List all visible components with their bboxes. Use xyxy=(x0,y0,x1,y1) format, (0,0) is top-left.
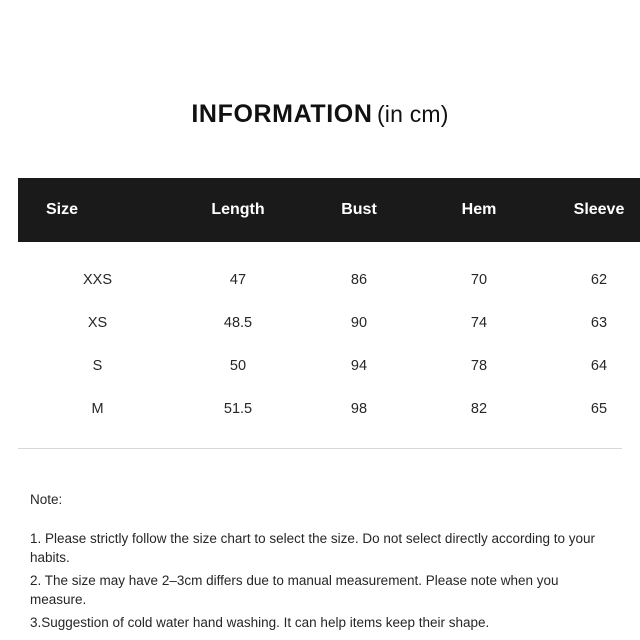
cell-sleeve: 65 xyxy=(539,387,640,430)
size-table-body xyxy=(18,242,640,430)
section-divider xyxy=(18,448,622,449)
column-header-size: Size xyxy=(18,178,177,242)
table-row xyxy=(18,301,640,344)
note-section xyxy=(30,492,610,636)
page-title xyxy=(0,100,640,129)
column-header-sleeve: Sleeve xyxy=(539,178,640,242)
note-line: 1. Please strictly follow the size chart to select the size. Do not select directly according to your habits. xyxy=(30,531,596,565)
cell-length: 50 xyxy=(177,344,299,387)
cell-length: 48.5 xyxy=(177,301,299,344)
table-header-row xyxy=(18,178,640,242)
cell-hem: 74 xyxy=(419,301,539,344)
cell-bust: 86 xyxy=(299,258,419,301)
size-table xyxy=(18,178,640,430)
column-header-length: Length xyxy=(177,178,299,242)
note-line: 3.Suggestion of cold water hand washing. It can help items keep their shape. xyxy=(30,615,490,630)
cell-bust: 90 xyxy=(299,301,419,344)
size-table-head xyxy=(18,178,640,242)
cell-size: XS xyxy=(18,301,177,344)
column-header-hem: Hem xyxy=(419,178,539,242)
cell-sleeve: 64 xyxy=(539,344,640,387)
cell-hem: 70 xyxy=(419,258,539,301)
table-row xyxy=(18,387,640,430)
note-line: 2. The size may have 2–3cm differs due to manual measurement. Please note when you measure. xyxy=(30,573,559,607)
table-spacer xyxy=(18,242,640,258)
cell-bust: 94 xyxy=(299,344,419,387)
cell-bust: 98 xyxy=(299,387,419,430)
note-label: Note: xyxy=(30,492,63,507)
cell-sleeve: 62 xyxy=(539,258,640,301)
cell-hem: 78 xyxy=(419,344,539,387)
cell-length: 51.5 xyxy=(177,387,299,430)
cell-size: S xyxy=(18,344,177,387)
table-row xyxy=(18,258,640,301)
page-title-unit: (in cm) xyxy=(376,101,449,127)
cell-hem: 82 xyxy=(419,387,539,430)
cell-length: 47 xyxy=(177,258,299,301)
table-row xyxy=(18,344,640,387)
cell-size: XXS xyxy=(18,258,177,301)
column-header-bust: Bust xyxy=(299,178,419,242)
cell-sleeve: 63 xyxy=(539,301,640,344)
size-table-container xyxy=(18,178,625,430)
cell-size: M xyxy=(18,387,177,430)
page-title-main: INFORMATION xyxy=(191,100,373,128)
